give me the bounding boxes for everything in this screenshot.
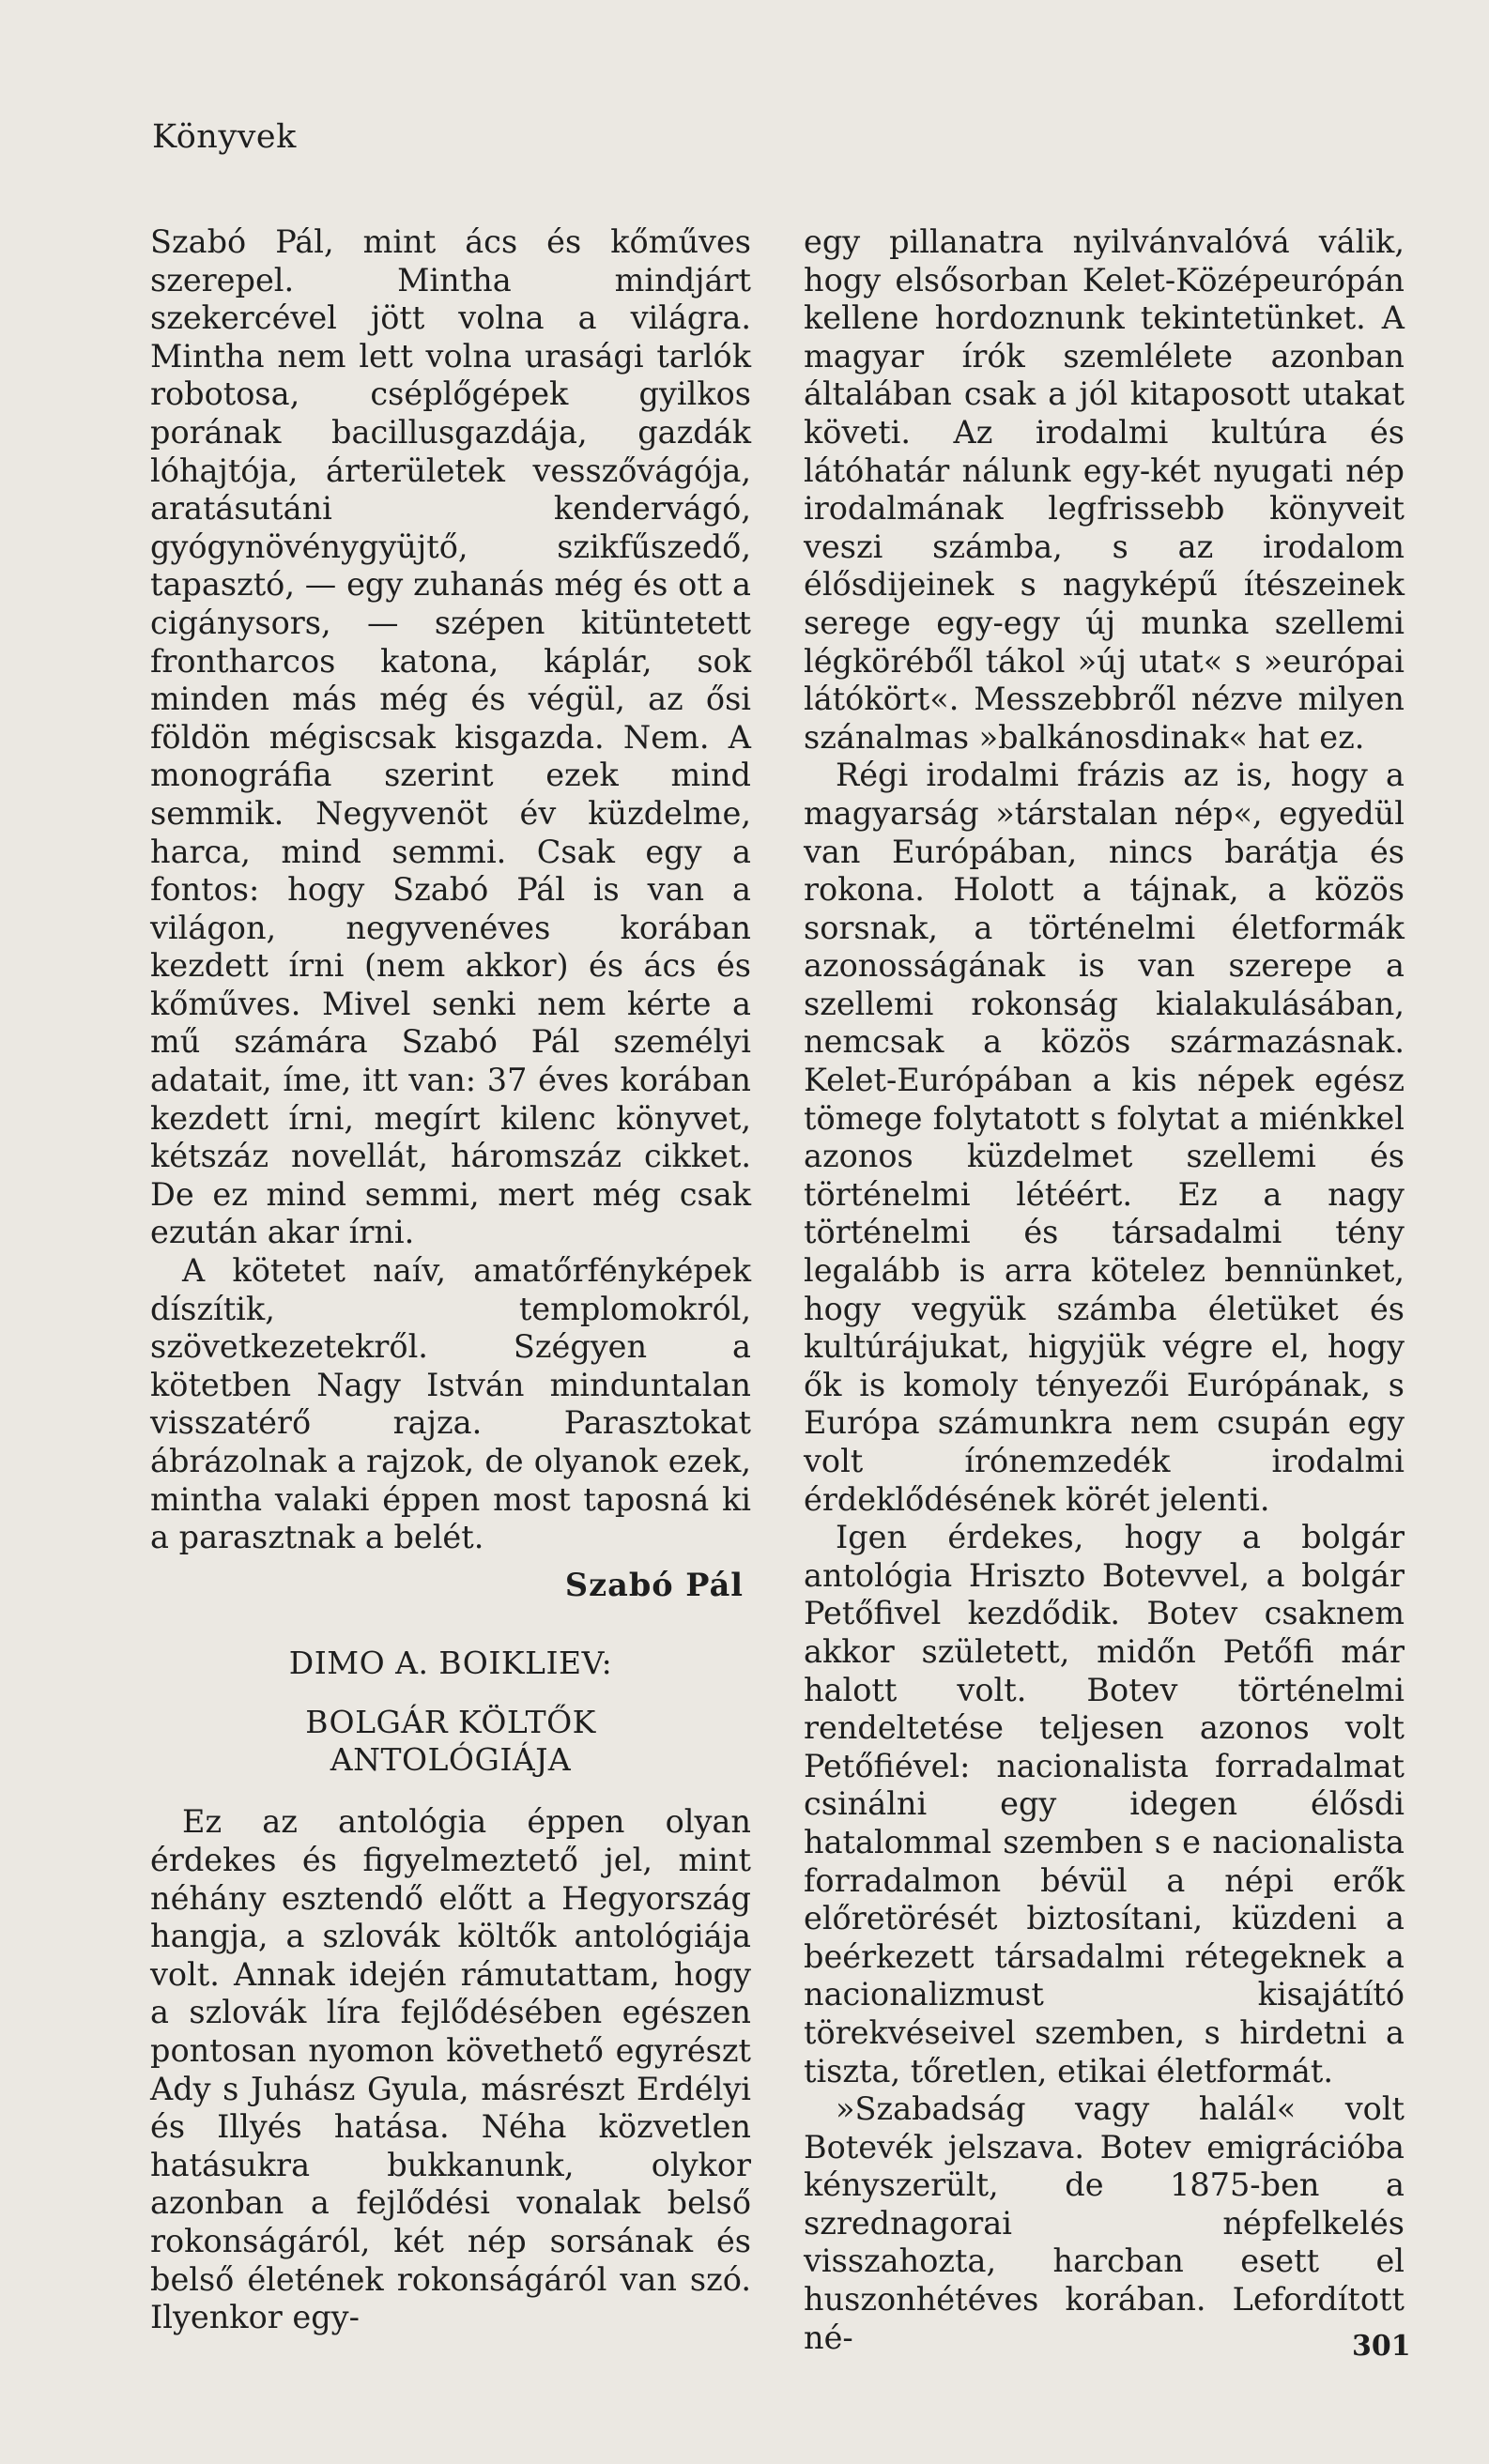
- left-paragraph-2: A kötetet naív, amatőrfényképek díszítik, templomokról, szövetkezetekről. Szégyen a kötetben Nagy István minduntalan visszatérő rajza. Parasztokat ábrázolnak a rajzok, de olyanok ezek, mintha valaki éppen most taposná ki a parasztnak a belét.: [150, 1252, 751, 1556]
- right-column: [804, 223, 1405, 2357]
- left-paragraph-1: Szabó Pál, mint ács és kőműves szerepel. Mintha mindjárt szekercével jött volna a világra. Mintha nem lett volna urasági tarlók robotosa, cséplőgépek gyilkos porának bacillusgazdája, gazdák lóhajtója, árterületek vesszővágója, aratásutáni kendervágó, gyógynövénygyüjtő, szikfűszedő, tapasztó, — egy zuhanás még és ott a cigánysors, — szépen kitüntetett frontharcos katona, káplár, sok minden más még és végül, az ősi földön mégiscsak kisgazda. Nem. A monográfia szerint ezek mind semmik. Negyvenöt év küzdelme, harca, mind semmi. Csak egy a fontos: hogy Szabó Pál is van a világon, negyvenéves korában kezdett írni (nem akkor) és ács és kőműves. Mivel senki nem kérte a mű számára Szabó Pál személyi adatait, íme, itt van: 37 éves korában kezdett írni, megírt kilenc könyvet, kétszáz novellát, háromszáz cikket. De ez mind semmi, mert még csak ezután akar írni.: [150, 223, 751, 1251]
- right-paragraph-4: »Szabadság vagy halál« volt Botevék jelszava. Botev emigrációba kényszerült, de 1875-ben a szrednagorai népfelkelés visszahozta, harcban esett el huszonhétéves korában. Lefordított né-: [804, 2090, 1405, 2356]
- running-head: Könyvek: [152, 118, 297, 156]
- signature: Szabó Pál: [564, 1566, 744, 1603]
- left-paragraph-3: Ez az antológia éppen olyan érdekes és figyelmeztető jel, mint néhány esztendő előtt a Hegyország hangja, a szlovák költők antológiája volt. Annak idején rámutattam, hogy a szlovák líra fejlődésében egészen pontosan nyomon követhető egyrészt Ady s Juhász Gyula, másrészt Erdélyi és Illyés hatása. Néha közvetlen hatásukra bukkanunk, olykor azonban a fejlődési vonalak belső rokonságáról, két nép sorsának és belső életének rokonságáról van szó. Ilyenkor egy-: [150, 1803, 751, 2336]
- right-paragraph-3: Igen érdekes, hogy a bolgár antológia Hriszto Botevvel, a bolgár Petőfivel kezdődik. Botev csaknem akkor született, midőn Petőfi már halott volt. Botev történelmi rendeltetése teljesen azonos volt Petőfiével: nacionalista forradalmat csinálni egy idegen élősdi hatalommal szemben s e nacionalista forradalmon bévül a népi erők előretörését biztosítani, küzdeni a beérkezett társadalmi rétegeknek a nacionalizmust kisajátító törekvéseivel szemben, s hirdetni a tiszta, tőretlen, etikai életformát.: [804, 1519, 1405, 2089]
- review-title: [150, 1704, 751, 1779]
- review-author: DIMO A. BOIKLIEV:: [288, 1645, 613, 1682]
- right-paragraph-1: egy pillanatra nyilvánvalóvá válik, hogy elsősorban Kelet-Középeurópán kellene hordoznunk tekintetünket. A magyar írók szemlélete azonban általában csak a jól kitaposott utakat követi. Az irodalmi kultúra és látóhatár nálunk egy-két nyugati nép irodalmának legfrissebb könyveit veszi számba, s az irodalom élősdijeinek s nagyképű ítészeinek serege egy-egy új munka szellemi légköréből tákol »új utat« s »európai látókört«. Messzebbről nézve milyen szánalmas »balkánosdinak« hat ez.: [804, 223, 1405, 756]
- page-number: 301: [1352, 2330, 1411, 2363]
- review-title-line-2: ANTOLÓGIÁJA: [330, 1741, 572, 1779]
- review-title-line-1: BOLGÁR KÖLTŐK: [305, 1704, 596, 1741]
- left-column: [150, 223, 751, 2337]
- right-paragraph-2: Régi irodalmi frázis az is, hogy a magyarság »társtalan nép«, egyedül van Európában, nincs barátja és rokona. Holott a tájnak, a közös sorsnak, a történelmi életformák azonosságának is van szerepe a szellemi rokonság kialakulásában, nemcsak a közös származásnak. Kelet-Európában a kis népek egész tömege folytatott s folytat a miénkkel azonos küzdelmet szellemi és történelmi létéért. Ez a nagy történelmi és társadalmi tény legalább is arra kötelez bennünket, hogy vegyük számba életüket és kultúrájukat, higyjük végre el, hogy ők is komoly tényezői Európának, s Európa számunkra nem csupán egy volt írónemzedék irodalmi érdeklődésének körét jelenti.: [804, 757, 1405, 1518]
